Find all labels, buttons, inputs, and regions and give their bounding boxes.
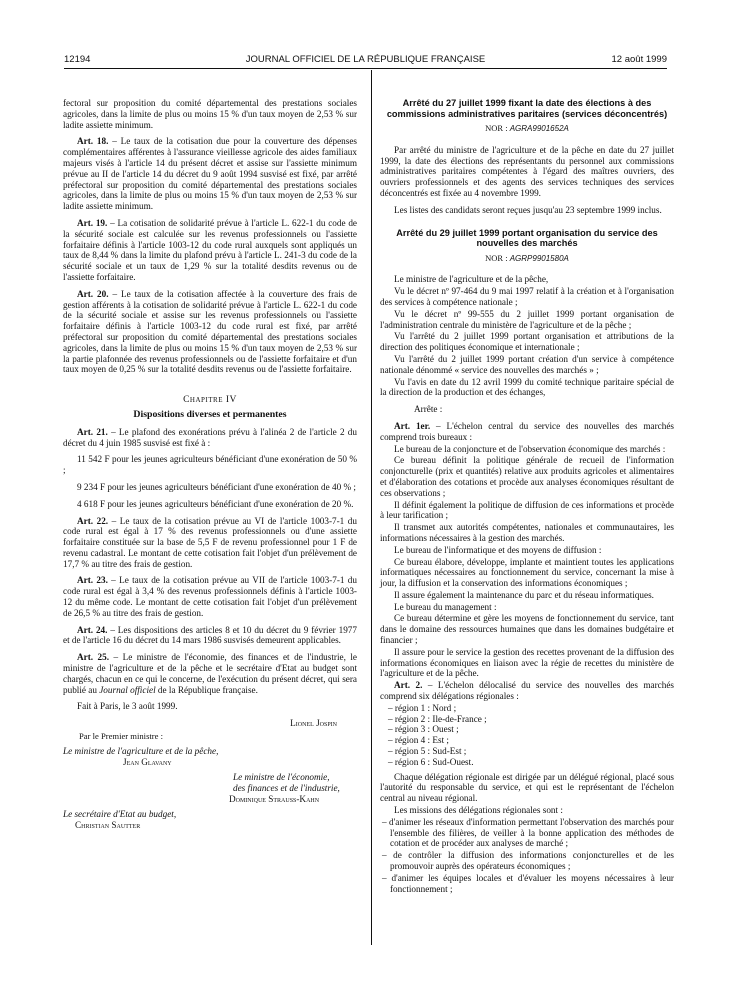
paragraph: Il assure pour le service la gestion des recettes provenant de la diffusion des informations économiques en liaison avec la régie de recettes du ministère de l'agriculture et de la pêche.: [380, 646, 674, 679]
article-text: de la République française.: [155, 684, 258, 695]
article-2: [380, 680, 674, 702]
paragraph: Il assure également la maintenance du parc et du réseau informatiques.: [394, 589, 654, 600]
list-item: – d'animer les équipes locales et d'évaluer les moyens nécessaires à leur fonctionnement ;: [382, 872, 674, 894]
article-label: Art. 21.: [77, 426, 108, 437]
secretary-budget-name: Christian Sautter: [75, 820, 141, 831]
column-divider: [371, 70, 372, 945]
article-text: – Le ministre de l'économie, des finances et de l'industrie, le ministre de l'agriculture et de la pêche et le secrétaire d'Etat au budget sont chargés, chacun en ce qui le concerne, de l'exécution du présent décret, qui sera publié au: [63, 652, 357, 695]
article-text: – L'échelon central du service des nouvelles des marchés comprend trois bureaux :: [380, 420, 674, 442]
minister-agriculture-name: Jean Glavany: [123, 757, 172, 768]
list-item: – région 6 : Sud-Ouest.: [388, 756, 474, 767]
chapter-heading: Chapitre IV: [183, 395, 237, 406]
article-label: Art. 1er.: [394, 420, 431, 431]
visa: Vu le décret nº 97-464 du 9 mai 1997 relatif à la création et à l'organisation des services à compétence nationale ;: [380, 286, 674, 307]
left-column: [63, 98, 357, 831]
missions-list: [380, 817, 674, 895]
paragraph: Ce bureau élabore, développe, implante et maintient toutes les applications informatiques nécessaires au fonctionnement du service, concernant la mise à jour, la diffusion et la conservation des informations économiques ;: [380, 556, 674, 589]
right-column: [380, 98, 674, 895]
signatures: [63, 718, 357, 831]
paragraph: Ce bureau détermine et gère les moyens de fonctionnement du service, tant dans le domaine des ressources humaines que dans les domaines budgétaire et financier ;: [380, 613, 674, 646]
paragraph: Les listes des candidats seront reçues jusqu'au 23 septembre 1999 inclus.: [394, 204, 662, 215]
article-text: – Les dispositions des articles 8 et 10 du décret du 9 février 1977 et de l'article 16 du décret du 14 mars 1986 susvisés demeurent applicables.: [63, 624, 357, 646]
article-18: [63, 136, 357, 212]
article-text: – L'échelon délocalisé du service des nouvelles des marchés comprend six délégations régionales :: [380, 680, 674, 702]
bureau-heading: Le bureau du management :: [394, 601, 497, 612]
signature-prime-minister: Lionel Jospin: [290, 718, 337, 729]
paragraph: Par arrêté du ministre de l'agriculture et de la pêche en date du 27 juillet 1999, la date des élections des représentants du personnel aux commissions administratives paritaires compétentes à l'égard des maîtres ouvriers, des ouvriers professionnels et des agents des services techniques des services déconcentrés est fixée au 4 novembre 1999.: [380, 144, 674, 198]
list-item: – de contrôler la diffusion des informations conjoncturelles et de les promouvoir auprès des opérateurs économiques ;: [382, 850, 674, 872]
journal-name: Journal officiel: [99, 684, 156, 695]
nor-reference-1: NOR : AGRA9901652A: [485, 123, 569, 133]
minister-agriculture-title: Le ministre de l'agriculture et de la pêche,: [63, 746, 219, 757]
paragraph: Ce bureau définit la politique générale de recueil de l'information conjoncturelle (prix et quantités) relative aux produits agricoles et alimentaires et d'élaboration des cotations et procède aux analyses économiques résultant de ces observations ;: [380, 455, 674, 498]
list-item: – région 2 : Ile-de-France ;: [388, 713, 487, 724]
paragraph: Chaque délégation régionale est dirigée par un délégué régional, placé sous l'autorité du responsable du service, et qui est le représentant de l'échelon central au niveau régional.: [380, 771, 674, 804]
article-label: Art. 22.: [77, 515, 109, 526]
article-label: Art. 20.: [77, 288, 109, 299]
list-item: – d'animer les réseaux d'information permettant l'observation des marchés pour l'ensemble des filières, de veiller à la bonne application des méthodes de cotation et de procéder aux analyses de marché ;: [382, 816, 674, 849]
article-text: – Le taux de la cotisation affectée à la couverture des frais de gestion afférents à la cotisation de solidarité prévue à l'article L. 622-1 du code de la sécurité sociale et assise sur les revenus professionnels ou l'assiette forfaitaire définis à l'article 1003-12 du code rural est fixé, par arrêté préfectoral sur proposition du comité départemental des prestations sociales agricoles, dans la limite de plus ou moins 15 % d'un taux moyen de 2,53 % sur la partie plafonnée des revenus professionnels ou de l'assiette forfaitaire et d'un taux moyen de 0,25 % sur la totalité desdits revenus ou de l'assiette forfaitaire.: [63, 288, 357, 375]
list-item: – région 5 : Sud-Est ;: [388, 746, 467, 757]
visa: Vu l'arrêté du 2 juillet 1999 portant création d'un service à compétence nationale dénommé « service des nouvelles des marchés » ;: [380, 353, 674, 375]
list-item: – région 1 : Nord ;: [388, 702, 457, 713]
article-text: – Le taux de la cotisation prévue au VII de l'article 1003-7-1 du code rural est égal à 3,4 % des revenus professionnels définis à l'article 1003-12 du même code. Le montant de cette cotisation fait l'objet d'un prélèvement de 26,5 % au titre des frais de gestion.: [63, 575, 357, 618]
list-item: 9 234 F pour les jeunes agriculteurs bénéficiant d'une exonération de 40 % ;: [77, 481, 356, 492]
article-text: – Le taux de la cotisation prévue au VI de l'article 1003-7-1 du code rural est égal à 17 % des revenus professionnels ou d'une assiette forfaitaire constituée sur la base de 5,5 F de revenu professionnel pour 1 F de revenu cadastral. Le montant de cette cotisation fait l'objet d'un prélèvement de 17,7 % au titre des frais de gestion.: [63, 515, 357, 569]
article-24: [63, 625, 357, 647]
paragraph: fectoral sur proposition du comité départemental des prestations sociales agricoles, dans la limite de plus ou moins 15 % d'un taux moyen de 2,53 % sur ladite assiette minimum.: [63, 98, 357, 130]
bureau-heading: Le bureau de l'informatique et des moyens de diffusion :: [394, 544, 602, 555]
paragraph: Il définit également la politique de diffusion de ces informations et procède à leur tarification ;: [380, 499, 674, 521]
article-label: Art. 24.: [77, 624, 108, 635]
minister-economy-title-2: des finances et de l'industrie,: [233, 783, 340, 794]
article-text: – Le plafond des exonérations prévu à l'alinéa 2 de l'article 2 du décret du 4 juin 1985 susvisé est fixé à :: [63, 426, 357, 448]
article-23: [63, 575, 357, 618]
decree-title-2: Arrêté du 29 juillet 1999 portant organisation du service des nouvelles des marchés: [396, 227, 658, 249]
visa: Vu l'avis en date du 12 avril 1999 du comité technique paritaire spécial de la direction de la production et des échanges,: [380, 376, 674, 398]
region-list: [380, 703, 674, 768]
arrete-heading: Arrête :: [414, 404, 443, 415]
list-item: 11 542 F pour les jeunes agriculteurs bénéficiant d'une exonération de 50 % ;: [63, 454, 357, 476]
minister-economy-name: Dominique Strauss-Kahn: [229, 794, 320, 805]
issue-date: 12 août 1999: [611, 54, 667, 65]
article-21: [63, 427, 357, 449]
article-20: [63, 289, 357, 375]
article-text: – Le taux de la cotisation due pour la couverture des dépenses complémentaires afférentes à l'assurance vieillesse agricole des aides familiaux majeurs visés à l'article 14 du présent décret et assise sur l'assiette minimum prévue au II de l'article 14 du décret du 9 août 1994 susvisé est fixé, par arrêté préfectoral sur proposition du comité départemental des prestations sociales agricoles, dans la limite de plus ou moins 15 % d'un taux moyen de 2,53 % sur ladite assiette minimum.: [63, 136, 357, 212]
journal-title: JOURNAL OFFICIEL DE LA RÉPUBLIQUE FRANÇAISE: [245, 54, 486, 65]
article-25: [63, 652, 357, 695]
article-label: Art. 18.: [77, 136, 109, 147]
nor-reference-2: NOR : AGRP9901580A: [485, 252, 569, 263]
article-label: Art. 23.: [77, 575, 108, 586]
article-19: [63, 218, 357, 283]
list-item: – région 4 : Est ;: [388, 735, 449, 746]
visa: Vu le décret nº 99-555 du 2 juillet 1999 portant organisation de l'administration centrale du ministère de l'agriculture et de la pêche ;: [380, 308, 674, 330]
by-prime-minister: Par le Premier ministre :: [79, 731, 164, 742]
article-22: [63, 516, 357, 570]
decree-title-1: Arrêté du 27 juillet 1999 fixant la date des élections à des commissions administratives paritaires (services déconcentrés): [386, 98, 668, 119]
visa: Vu l'arrêté du 2 juillet 1999 portant organisation et attributions de la direction des politiques économique et internationale ;: [380, 331, 674, 353]
fait-a-paris: Fait à Paris, le 3 août 1999.: [77, 701, 178, 712]
article-1: [380, 421, 674, 443]
secretary-budget-title: Le secrétaire d'Etat au budget,: [63, 809, 177, 820]
page-number: 12194: [64, 54, 91, 65]
article-label: Art. 19.: [77, 217, 108, 228]
paragraph: Il transmet aux autorités compétentes, nationales et communautaires, les informations nécessaires à la gestion des marchés.: [380, 522, 674, 543]
minister-economy-title: Le ministre de l'économie,: [233, 772, 330, 783]
bureau-heading: Le bureau de la conjoncture et de l'observation économique des marchés :: [394, 443, 666, 454]
article-text: – La cotisation de solidarité prévue à l'article L. 622-1 du code de la sécurité sociale est calculée sur les revenus professionnels ou l'assiette forfaitaire définis à l'article 1003-12 du code rural auxquels sont appliqués un taux de 8,44 % dans la limite du plafond prévu à l'article L. 241-3 du code de la sécurité sociale et un taux de 1,29 % sur la totalité desdits revenus ou de l'assiette forfaitaire.: [63, 217, 357, 282]
article-label: Art. 25.: [77, 652, 110, 663]
list-item: 4 618 F pour les jeunes agriculteurs bénéficiant d'une exonération de 20 %.: [77, 498, 354, 509]
nor-code: AGRP9901580A: [509, 253, 569, 263]
list-item: – région 3 : Ouest ;: [388, 724, 459, 735]
chapter-title: Dispositions diverses et permanentes: [133, 408, 287, 420]
nor-code: AGRA9901652A: [509, 124, 569, 133]
visa: Le ministre de l'agriculture et de la pêche,: [394, 274, 549, 285]
header-rule: [64, 68, 667, 69]
article-label: Art. 2.: [394, 680, 423, 691]
paragraph: Les missions des délégations régionales sont :: [394, 805, 563, 816]
